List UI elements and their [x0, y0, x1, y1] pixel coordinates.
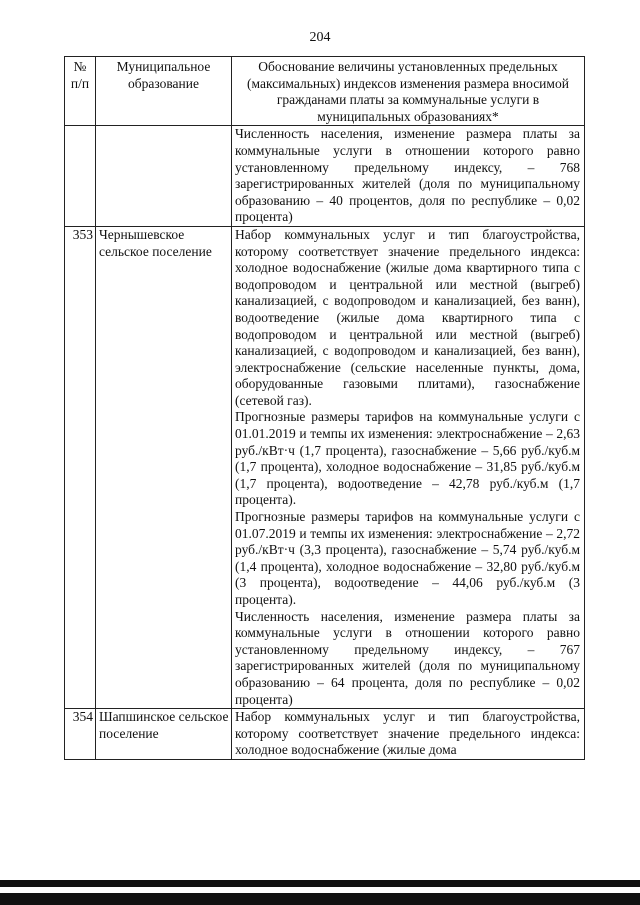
- table-row: [65, 126, 585, 227]
- header-municipality: Муниципальное образование: [96, 57, 232, 126]
- justification-paragraph: Численность населения, изменение размера платы за коммунальные услуги в отношении которого равно установленному предельному индексу, – 767 зарегистрированных жителей (доля по муниципальному образованию – 64 процента, доля по республике – 0,02 процента): [235, 608, 580, 707]
- page-number: 204: [309, 30, 331, 45]
- row-justification: [232, 126, 585, 227]
- justification-paragraph: Численность населения, изменение размера платы за коммунальные услуги в отношении которого равно установленному предельному индексу, – 768 зарегистрированных жителей (доля по муниципальному образованию – 40 процентов, доля по республике – 0,02 процента): [235, 126, 580, 225]
- header-num: № п/п: [65, 57, 96, 126]
- table-row: [65, 709, 585, 760]
- justification-paragraph: Набор коммунальных услуг и тип благоустройства, которому соответствует значение предельного индекса: холодное водоснабжение (жилые дома: [235, 709, 580, 758]
- row-num: 353: [65, 226, 96, 708]
- table-row: [65, 226, 585, 708]
- municipal-index-table: [64, 56, 585, 760]
- header-justification: Обоснование величины установленных предельных (максимальных) индексов изменения размера вносимой гражданами платы за коммунальные услуги в муниципальных образованиях*: [232, 57, 585, 126]
- scan-bottom-edge: [0, 893, 640, 905]
- scan-bottom-border: [0, 880, 640, 887]
- justification-paragraph: Набор коммунальных услуг и тип благоустройства, которому соответствует значение предельного индекса: холодное водоснабжение (жилые дома квартирного типа с водопроводом и центральной или местной (выгреб) канализацией, с водопроводом и канализацией, без ванн), водоотведение (жилые дома квартирного типа с водопроводом и центральной или местной (выгреб) канализацией, с водопроводом и канализацией, без ванн), электроснабжение (сельские населенные пункты, дома, оборудованные газовыми плитами), газоснабжение (сетевой газ).: [235, 226, 580, 408]
- row-municipality: [96, 126, 232, 227]
- row-municipality: Шапшинское сельское поселение: [96, 709, 232, 760]
- row-num: 354: [65, 709, 96, 760]
- table-header-row: [65, 57, 585, 126]
- row-justification: [232, 226, 585, 708]
- row-num: [65, 126, 96, 227]
- row-justification: [232, 709, 585, 760]
- justification-paragraph: Прогнозные размеры тарифов на коммунальные услуги с 01.07.2019 и темпы их изменения: электроснабжение – 2,72 руб./кВт·ч (3,3 процента), газоснабжение – 5,74 руб./куб.м (1,4 процента), холодное водоснабжение – 32,80 руб./куб.м (3 процента), водоотведение – 44,06 руб./куб.м (3 процента).: [235, 509, 580, 607]
- row-municipality: Чернышевское сельское поселение: [96, 226, 232, 708]
- justification-paragraph: Прогнозные размеры тарифов на коммунальные услуги с 01.01.2019 и темпы их изменения: электроснабжение – 2,63 руб./кВт·ч (1,7 процента), газоснабжение – 5,66 руб./куб.м (1,7 процента), холодное водоснабжение – 31,85 руб./куб.м (1,7 процента), водоотведение – 42,78 руб./куб.м (1,7 процента).: [235, 409, 580, 508]
